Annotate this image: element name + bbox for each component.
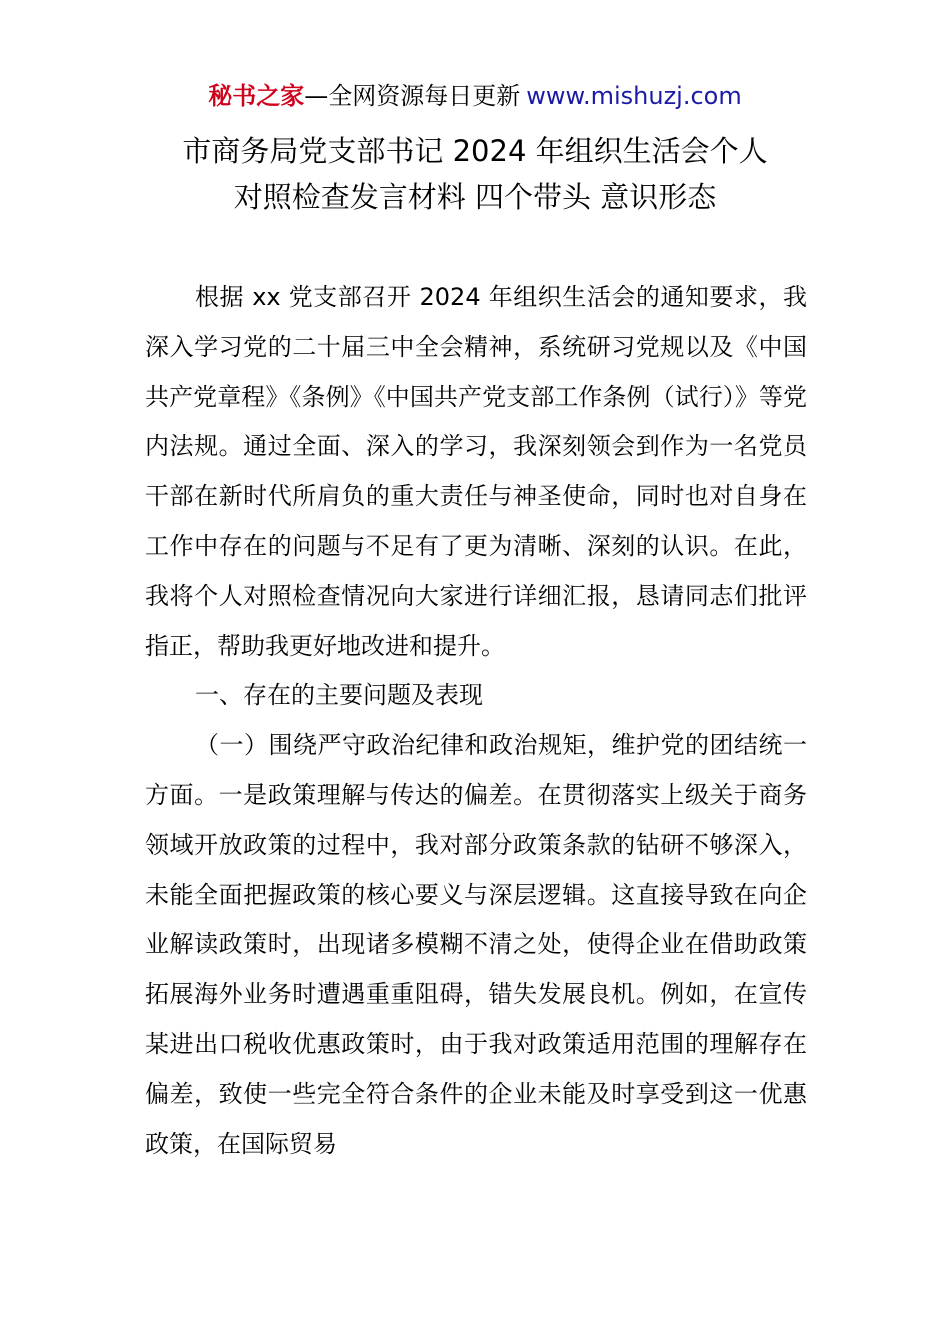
title-line-2: 对照检查发言材料 四个带头 意识形态 <box>233 180 717 214</box>
document-title <box>0 128 950 220</box>
paragraph-section-1: （一）围绕严守政治纪律和政治规矩，维护党的团结统一方面。一是政策理解与传达的偏差。在贯彻落实上级关于商务领域开放政策的过程中，我对部分政策条款的钻研不够深入，未能全面把握政策的核心要义与深层逻辑。这直接导致在向企业解读政策时，出现诸多模糊不清之处，使得企业在借助政策拓展海外业务时遭遇重重阻碍，错失发展良机。例如，在宣传某进出口税收优惠政策时，由于我对政策适用范围的理解存在偏差，致使一些完全符合条件的企业未能及时享受到这一优惠政策，在国际贸易 <box>145 731 807 1158</box>
brand-name: 秘书之家 <box>208 82 305 110</box>
paragraph-intro: 根据 xx 党支部召开 2024 年组织生活会的通知要求，我深入学习党的二十届三中全会精神，系统研习党规以及《中国共产党章程》《条例》《中国共产党支部工作条例（试行）》等党内法规。通过全面、深入的学习，我深刻领会到作为一名党员干部在新时代所肩负的重大责任与神圣使命，同时也对自身在工作中存在的问题与不足有了更为清晰、深刻的认识。在此，我将个人对照检查情况向大家进行详细汇报，恳请同志们批评指正，帮助我更好地改进和提升。 <box>145 283 807 660</box>
site-url-link[interactable]: www.mishuzj.com <box>526 82 742 110</box>
document-body <box>145 273 807 1169</box>
title-line-1: 市商务局党支部书记 2024 年组织生活会个人 <box>182 134 768 168</box>
section-heading: 一、存在的主要问题及表现 <box>195 681 483 710</box>
site-tagline: —全网资源每日更新 <box>304 82 521 110</box>
site-header <box>0 80 950 112</box>
